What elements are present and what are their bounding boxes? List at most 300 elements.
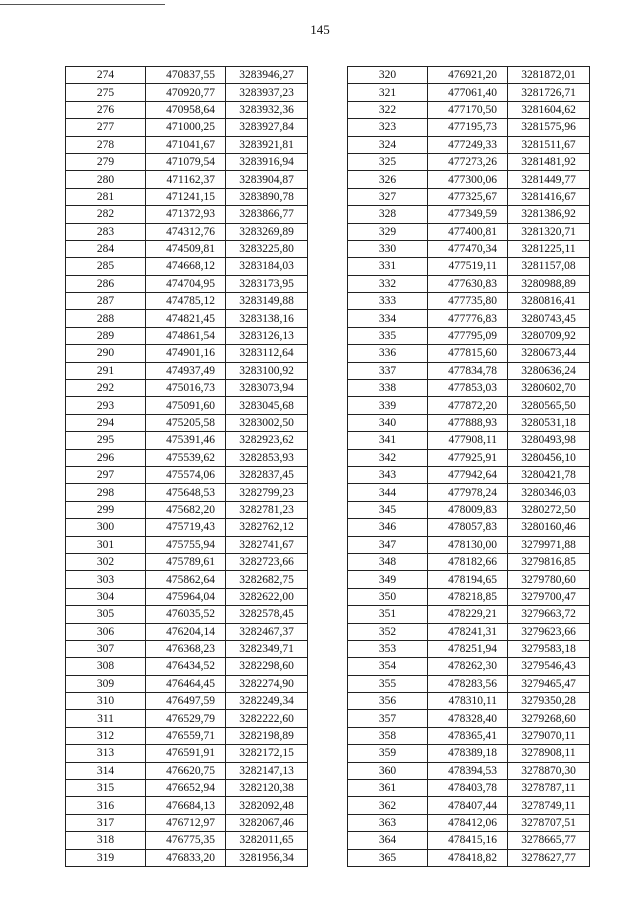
table-row [348,293,590,310]
point-number: 331 [348,258,428,275]
table-row [66,101,308,118]
y-coordinate: 3283916,94 [226,153,308,170]
y-coordinate: 3283149,88 [226,293,308,310]
table-row [348,206,590,223]
y-coordinate: 3283138,16 [226,310,308,327]
point-number: 333 [348,293,428,310]
table-row [348,67,590,84]
x-coordinate: 476775,35 [146,832,226,849]
x-coordinate: 475755,94 [146,536,226,553]
x-coordinate: 478283,56 [428,675,508,692]
x-coordinate: 477195,73 [428,119,508,136]
y-coordinate: 3280346,03 [508,484,590,501]
x-coordinate: 474704,95 [146,275,226,292]
x-coordinate: 476620,75 [146,762,226,779]
table-row [66,258,308,275]
y-coordinate: 3283932,36 [226,101,308,118]
x-coordinate: 475016,73 [146,380,226,397]
y-coordinate: 3278908,11 [508,745,590,762]
table-row [66,571,308,588]
table-row [348,310,590,327]
table-row [348,484,590,501]
y-coordinate: 3283866,77 [226,206,308,223]
point-number: 360 [348,762,428,779]
point-number: 340 [348,414,428,431]
point-number: 348 [348,553,428,570]
y-coordinate: 3282578,45 [226,606,308,623]
x-coordinate: 477872,20 [428,397,508,414]
y-coordinate: 3281449,77 [508,171,590,188]
point-number: 303 [66,571,146,588]
y-coordinate: 3280816,41 [508,293,590,310]
y-coordinate: 3282120,38 [226,780,308,797]
y-coordinate: 3278707,51 [508,814,590,831]
x-coordinate: 471079,54 [146,153,226,170]
x-coordinate: 478262,30 [428,658,508,675]
point-number: 287 [66,293,146,310]
y-coordinate: 3280531,18 [508,414,590,431]
x-coordinate: 476368,23 [146,640,226,657]
table-row [348,380,590,397]
x-coordinate: 477942,64 [428,466,508,483]
y-coordinate: 3279700,47 [508,588,590,605]
point-number: 277 [66,119,146,136]
x-coordinate: 478389,18 [428,745,508,762]
table-row [66,588,308,605]
point-number: 362 [348,797,428,814]
point-number: 284 [66,240,146,257]
point-number: 313 [66,745,146,762]
table-row [348,658,590,675]
y-coordinate: 3281386,92 [508,206,590,223]
point-number: 314 [66,762,146,779]
x-coordinate: 474785,12 [146,293,226,310]
y-coordinate: 3282837,45 [226,466,308,483]
x-coordinate: 476652,94 [146,780,226,797]
table-row [348,571,590,588]
y-coordinate: 3283100,92 [226,362,308,379]
x-coordinate: 476591,91 [146,745,226,762]
point-number: 357 [348,710,428,727]
y-coordinate: 3281956,34 [226,849,308,866]
point-number: 354 [348,658,428,675]
y-coordinate: 3282274,90 [226,675,308,692]
point-number: 290 [66,345,146,362]
point-number: 309 [66,675,146,692]
y-coordinate: 3280493,98 [508,432,590,449]
table-row [66,606,308,623]
x-coordinate: 478229,21 [428,606,508,623]
x-coordinate: 478251,94 [428,640,508,657]
point-number: 337 [348,362,428,379]
point-number: 305 [66,606,146,623]
table-row [66,380,308,397]
y-coordinate: 3281157,08 [508,258,590,275]
table-row [66,310,308,327]
table-row [66,536,308,553]
point-number: 338 [348,380,428,397]
x-coordinate: 477888,93 [428,414,508,431]
point-number: 349 [348,571,428,588]
table-row [66,519,308,536]
y-coordinate: 3283112,64 [226,345,308,362]
y-coordinate: 3283946,27 [226,67,308,84]
point-number: 275 [66,84,146,101]
y-coordinate: 3282249,34 [226,693,308,710]
x-coordinate: 477519,11 [428,258,508,275]
x-coordinate: 477834,78 [428,362,508,379]
table-row [348,727,590,744]
x-coordinate: 478130,00 [428,536,508,553]
y-coordinate: 3282781,23 [226,501,308,518]
table-row [348,188,590,205]
x-coordinate: 476833,20 [146,849,226,866]
y-coordinate: 3282198,89 [226,727,308,744]
y-coordinate: 3281225,11 [508,240,590,257]
y-coordinate: 3283002,50 [226,414,308,431]
x-coordinate: 476529,79 [146,710,226,727]
y-coordinate: 3283173,95 [226,275,308,292]
table-row [348,223,590,240]
table-row [66,832,308,849]
point-number: 280 [66,171,146,188]
table-row [348,588,590,605]
table-row [66,240,308,257]
x-coordinate: 477795,09 [428,327,508,344]
y-coordinate: 3280272,50 [508,501,590,518]
table-row [66,675,308,692]
y-coordinate: 3281416,67 [508,188,590,205]
y-coordinate: 3282762,12 [226,519,308,536]
point-number: 323 [348,119,428,136]
y-coordinate: 3278627,77 [508,849,590,866]
table-row [66,745,308,762]
table-row [348,171,590,188]
point-number: 292 [66,380,146,397]
table-row [66,727,308,744]
point-number: 283 [66,223,146,240]
point-number: 364 [348,832,428,849]
y-coordinate: 3279623,66 [508,623,590,640]
table-row [66,449,308,466]
point-number: 299 [66,501,146,518]
table-row [348,745,590,762]
table-row [348,675,590,692]
y-coordinate: 3283904,87 [226,171,308,188]
table-row [66,710,308,727]
y-coordinate: 3281604,62 [508,101,590,118]
table-row [66,640,308,657]
x-coordinate: 476712,97 [146,814,226,831]
point-number: 350 [348,588,428,605]
table-row [348,832,590,849]
table-row [66,67,308,84]
x-coordinate: 477815,60 [428,345,508,362]
point-number: 328 [348,206,428,223]
y-coordinate: 3280602,70 [508,380,590,397]
table-row [348,519,590,536]
x-coordinate: 476035,52 [146,606,226,623]
x-coordinate: 474901,16 [146,345,226,362]
x-coordinate: 477325,67 [428,188,508,205]
x-coordinate: 477630,83 [428,275,508,292]
table-row [348,414,590,431]
table-row [348,762,590,779]
point-number: 335 [348,327,428,344]
y-coordinate: 3278665,77 [508,832,590,849]
x-coordinate: 476434,52 [146,658,226,675]
point-number: 312 [66,727,146,744]
table-row [348,710,590,727]
x-coordinate: 476204,14 [146,623,226,640]
point-number: 316 [66,797,146,814]
point-number: 352 [348,623,428,640]
table-row [66,188,308,205]
x-coordinate: 478394,53 [428,762,508,779]
point-number: 278 [66,136,146,153]
point-number: 308 [66,658,146,675]
x-coordinate: 474312,76 [146,223,226,240]
point-number: 325 [348,153,428,170]
y-coordinate: 3279070,11 [508,727,590,744]
x-coordinate: 477925,91 [428,449,508,466]
point-number: 282 [66,206,146,223]
point-number: 319 [66,849,146,866]
table-row [66,849,308,866]
x-coordinate: 478241,31 [428,623,508,640]
y-coordinate: 3283921,81 [226,136,308,153]
table-row [348,345,590,362]
point-number: 306 [66,623,146,640]
point-number: 336 [348,345,428,362]
point-number: 281 [66,188,146,205]
x-coordinate: 471041,67 [146,136,226,153]
y-coordinate: 3282172,15 [226,745,308,762]
table-row [66,84,308,101]
y-coordinate: 3280743,45 [508,310,590,327]
point-number: 353 [348,640,428,657]
table-row [348,362,590,379]
header-rule [0,4,165,5]
x-coordinate: 476497,59 [146,693,226,710]
table-row [66,153,308,170]
table-row [348,501,590,518]
point-number: 296 [66,449,146,466]
point-number: 317 [66,814,146,831]
x-coordinate: 474821,45 [146,310,226,327]
x-coordinate: 477400,81 [428,223,508,240]
point-number: 356 [348,693,428,710]
table-row [348,623,590,640]
x-coordinate: 476684,13 [146,797,226,814]
point-number: 300 [66,519,146,536]
x-coordinate: 478412,06 [428,814,508,831]
y-coordinate: 3281481,92 [508,153,590,170]
point-number: 341 [348,432,428,449]
point-number: 329 [348,223,428,240]
table-row [348,606,590,623]
x-coordinate: 475648,53 [146,484,226,501]
x-coordinate: 475719,43 [146,519,226,536]
point-number: 315 [66,780,146,797]
y-coordinate: 3282349,71 [226,640,308,657]
point-number: 326 [348,171,428,188]
table-row [66,484,308,501]
point-number: 307 [66,640,146,657]
y-coordinate: 3279350,28 [508,693,590,710]
point-number: 318 [66,832,146,849]
coordinates-table-left [65,66,308,867]
x-coordinate: 477853,03 [428,380,508,397]
x-coordinate: 478328,40 [428,710,508,727]
y-coordinate: 3283184,03 [226,258,308,275]
point-number: 332 [348,275,428,292]
point-number: 288 [66,310,146,327]
table-row [348,849,590,866]
point-number: 322 [348,101,428,118]
point-number: 310 [66,693,146,710]
y-coordinate: 3282799,23 [226,484,308,501]
table-row [66,797,308,814]
table-row [348,153,590,170]
point-number: 339 [348,397,428,414]
table-row [66,762,308,779]
table-row [66,327,308,344]
y-coordinate: 3278787,11 [508,780,590,797]
point-number: 324 [348,136,428,153]
y-coordinate: 3279546,43 [508,658,590,675]
y-coordinate: 3282011,65 [226,832,308,849]
table-row [66,223,308,240]
y-coordinate: 3280673,44 [508,345,590,362]
x-coordinate: 475789,61 [146,553,226,570]
point-number: 301 [66,536,146,553]
y-coordinate: 3280565,50 [508,397,590,414]
table-row [66,119,308,136]
x-coordinate: 476921,20 [428,67,508,84]
table-row [348,275,590,292]
y-coordinate: 3283073,94 [226,380,308,397]
y-coordinate: 3278749,11 [508,797,590,814]
x-coordinate: 470837,55 [146,67,226,84]
point-number: 365 [348,849,428,866]
x-coordinate: 471372,93 [146,206,226,223]
x-coordinate: 470958,64 [146,101,226,118]
table-row [348,553,590,570]
y-coordinate: 3280456,10 [508,449,590,466]
point-number: 295 [66,432,146,449]
point-number: 297 [66,466,146,483]
table-row [348,449,590,466]
x-coordinate: 477300,06 [428,171,508,188]
x-coordinate: 477061,40 [428,84,508,101]
y-coordinate: 3280421,78 [508,466,590,483]
x-coordinate: 477470,34 [428,240,508,257]
point-number: 291 [66,362,146,379]
y-coordinate: 3281726,71 [508,84,590,101]
x-coordinate: 478418,82 [428,849,508,866]
point-number: 311 [66,710,146,727]
x-coordinate: 475091,60 [146,397,226,414]
point-number: 334 [348,310,428,327]
x-coordinate: 478407,44 [428,797,508,814]
y-coordinate: 3282067,46 [226,814,308,831]
x-coordinate: 474509,81 [146,240,226,257]
point-number: 359 [348,745,428,762]
point-number: 279 [66,153,146,170]
table-row [348,797,590,814]
y-coordinate: 3279816,85 [508,553,590,570]
y-coordinate: 3281320,71 [508,223,590,240]
table-row [348,536,590,553]
point-number: 351 [348,606,428,623]
x-coordinate: 478218,85 [428,588,508,605]
y-coordinate: 3282853,93 [226,449,308,466]
y-coordinate: 3283890,78 [226,188,308,205]
point-number: 342 [348,449,428,466]
point-number: 302 [66,553,146,570]
x-coordinate: 478403,78 [428,780,508,797]
table-row [66,432,308,449]
table-row [66,501,308,518]
table-row [66,171,308,188]
point-number: 321 [348,84,428,101]
x-coordinate: 471000,25 [146,119,226,136]
x-coordinate: 478365,41 [428,727,508,744]
table-row [348,327,590,344]
y-coordinate: 3281575,96 [508,119,590,136]
point-number: 304 [66,588,146,605]
point-number: 345 [348,501,428,518]
table-row [66,658,308,675]
table-row [348,397,590,414]
x-coordinate: 471162,37 [146,171,226,188]
y-coordinate: 3279780,60 [508,571,590,588]
point-number: 293 [66,397,146,414]
x-coordinate: 475539,62 [146,449,226,466]
y-coordinate: 3283927,84 [226,119,308,136]
x-coordinate: 476559,71 [146,727,226,744]
x-coordinate: 477735,80 [428,293,508,310]
table-row [66,362,308,379]
table-row [348,136,590,153]
point-number: 294 [66,414,146,431]
y-coordinate: 3282147,13 [226,762,308,779]
table-row [348,258,590,275]
y-coordinate: 3283225,80 [226,240,308,257]
point-number: 289 [66,327,146,344]
x-coordinate: 477978,24 [428,484,508,501]
table-row [348,101,590,118]
point-number: 361 [348,780,428,797]
x-coordinate: 476464,45 [146,675,226,692]
y-coordinate: 3280636,24 [508,362,590,379]
table-row [348,432,590,449]
y-coordinate: 3280709,92 [508,327,590,344]
x-coordinate: 477908,11 [428,432,508,449]
table-row [66,275,308,292]
point-number: 330 [348,240,428,257]
page-number: 145 [310,22,330,37]
coordinates-table-right [347,66,590,867]
y-coordinate: 3282622,00 [226,588,308,605]
point-number: 363 [348,814,428,831]
table-row [66,136,308,153]
x-coordinate: 477273,26 [428,153,508,170]
y-coordinate: 3279268,60 [508,710,590,727]
table-row [66,814,308,831]
x-coordinate: 478310,11 [428,693,508,710]
